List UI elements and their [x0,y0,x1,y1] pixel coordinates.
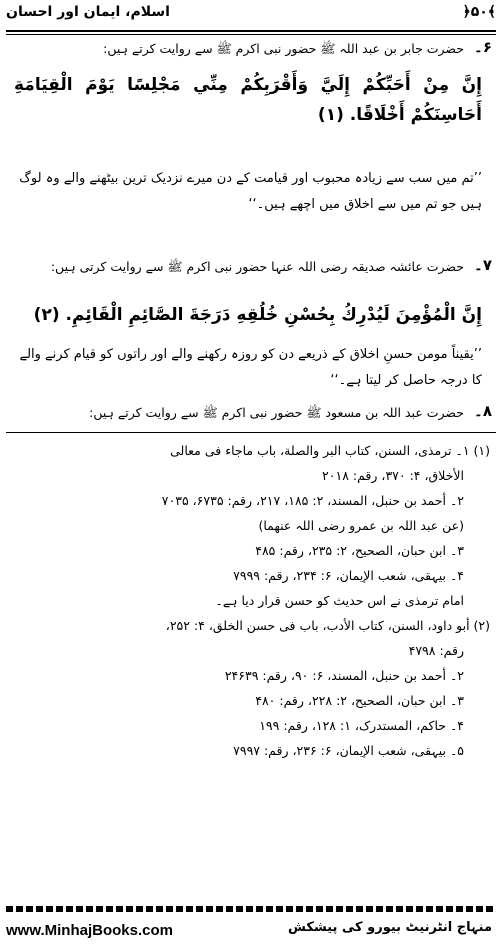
hadith-translation: ’’یقیناً مومن حسنِ اخلاق کے ذریعے دن کو روزہ رکھنے والے اور راتوں کو قیام کرنے والے کا درجہ حاصل کر لیتا ہے۔‘‘ [19,347,482,388]
hadith-intro: حضرت عائشہ صدیقہ رضی اللہ عنہا حضور نبی اکرم ﷺ سے روایت کرتی ہیں: [50,259,464,274]
footnote-line: ۵۔ بیہقی، شعب الإیمان، ۶: ۲۳۶، رقم: ۷۹۹۷ [233,743,464,758]
footnote-line: ۳۔ ابن حبان، الصحیح، ۲: ۲۲۸، رقم: ۴۸۰ [255,693,464,708]
footnote-line: ۳۔ ابن حبان، الصحیح، ۲: ۲۳۵، رقم: ۴۸۵ [255,543,464,558]
footer-rule [6,906,496,912]
page-header [6,2,496,30]
hadith-intro: حضرت عبد اللہ بن مسعود ﷺ حضور نبی اکرم ﷺ سے روایت کرتے ہیں: [89,405,464,420]
footnote-line: (۲) أبو داود، السنن، کتاب الأدب، باب فی حسن الخلق، ۴: ۲۵۲، [165,618,490,633]
footnote-line: ۲۔ أحمد بن حنبل، المسند، ۲: ۱۸۵، ۲۱۷، رقم: ۶۷۳۵، ۷۰۳۵ [161,493,464,508]
footnote-line: ۴۔ حاکم، المستدرک، ۱: ۱۲۸، رقم: ۱۹۹ [259,718,464,733]
page-title: اسلام، ایمان اور احسان [6,4,170,20]
footnote-line: الأخلاق، ۴: ۳۷۰، رقم: ۲۰۱۸ [322,468,464,483]
hadith-number: ۶۔ [474,38,492,56]
hadith-arabic-text: إِنَّ مِنْ أَحَبِّكُمْ إِلَيَّ وَأَقْرَبِكُمْ مِنِّي مَجْلِسًا يَوْمَ الْقِيَامَةِ أَحَاسِنَكُمْ أَخْلَاقًا. (۱) [14,75,482,125]
page-number: ﴿۵۰﴾ [462,4,496,20]
footnote-line: رقم: ۴۷۹۸ [408,643,464,658]
footnote-separator [6,432,496,433]
footnote-line: (۱) ۱۔ ترمذی، السنن، کتاب البر والصلة، باب ماجاء فی معالی [170,443,490,458]
header-rule [6,30,496,32]
footer-publisher: منہاج انٹرنیٹ بیورو کی پیشکش [288,920,492,935]
hadith-arabic-text: إِنَّ الْمُؤْمِنَ لَيُدْرِكُ بِحُسْنِ خُلُقِهِ دَرَجَةَ الصَّائِمِ الْقَائِمِ. (۲) [33,305,482,325]
footnote-line: ۴۔ بیہقی، شعب الإیمان، ۶: ۲۳۴، رقم: ۷۹۹۹ [233,568,464,583]
hadith-number: ۷۔ [474,256,492,274]
hadith-intro: حضرت جابر بن عبد اللہ ﷺ حضور نبی اکرم ﷺ سے روایت کرتے ہیں: [103,41,464,56]
footnote-line: (عن عبد اللہ بن عمرو رضی اللہ عنهما) [258,518,464,533]
hadith-number: ۸۔ [474,402,492,420]
header-rule-thin [6,34,496,35]
footnotes [12,438,490,763]
hadith-translation: ’’تم میں سب سے زیادہ محبوب اور قیامت کے دن میرے نزدیک ترین بیٹھنے والے وہ لوگ ہیں جو تم میں سے اخلاق میں اچھے ہیں۔‘‘ [19,171,482,212]
footer-url: www.MinhajBooks.com [6,922,173,939]
footnote-line: ۲۔ أحمد بن حنبل، المسند، ۶: ۹۰، رقم: ۲۴۶۳۹ [224,668,464,683]
footnote-line: امام ترمذی نے اس حدیث کو حسن قرار دیا ہے۔ [215,593,464,608]
